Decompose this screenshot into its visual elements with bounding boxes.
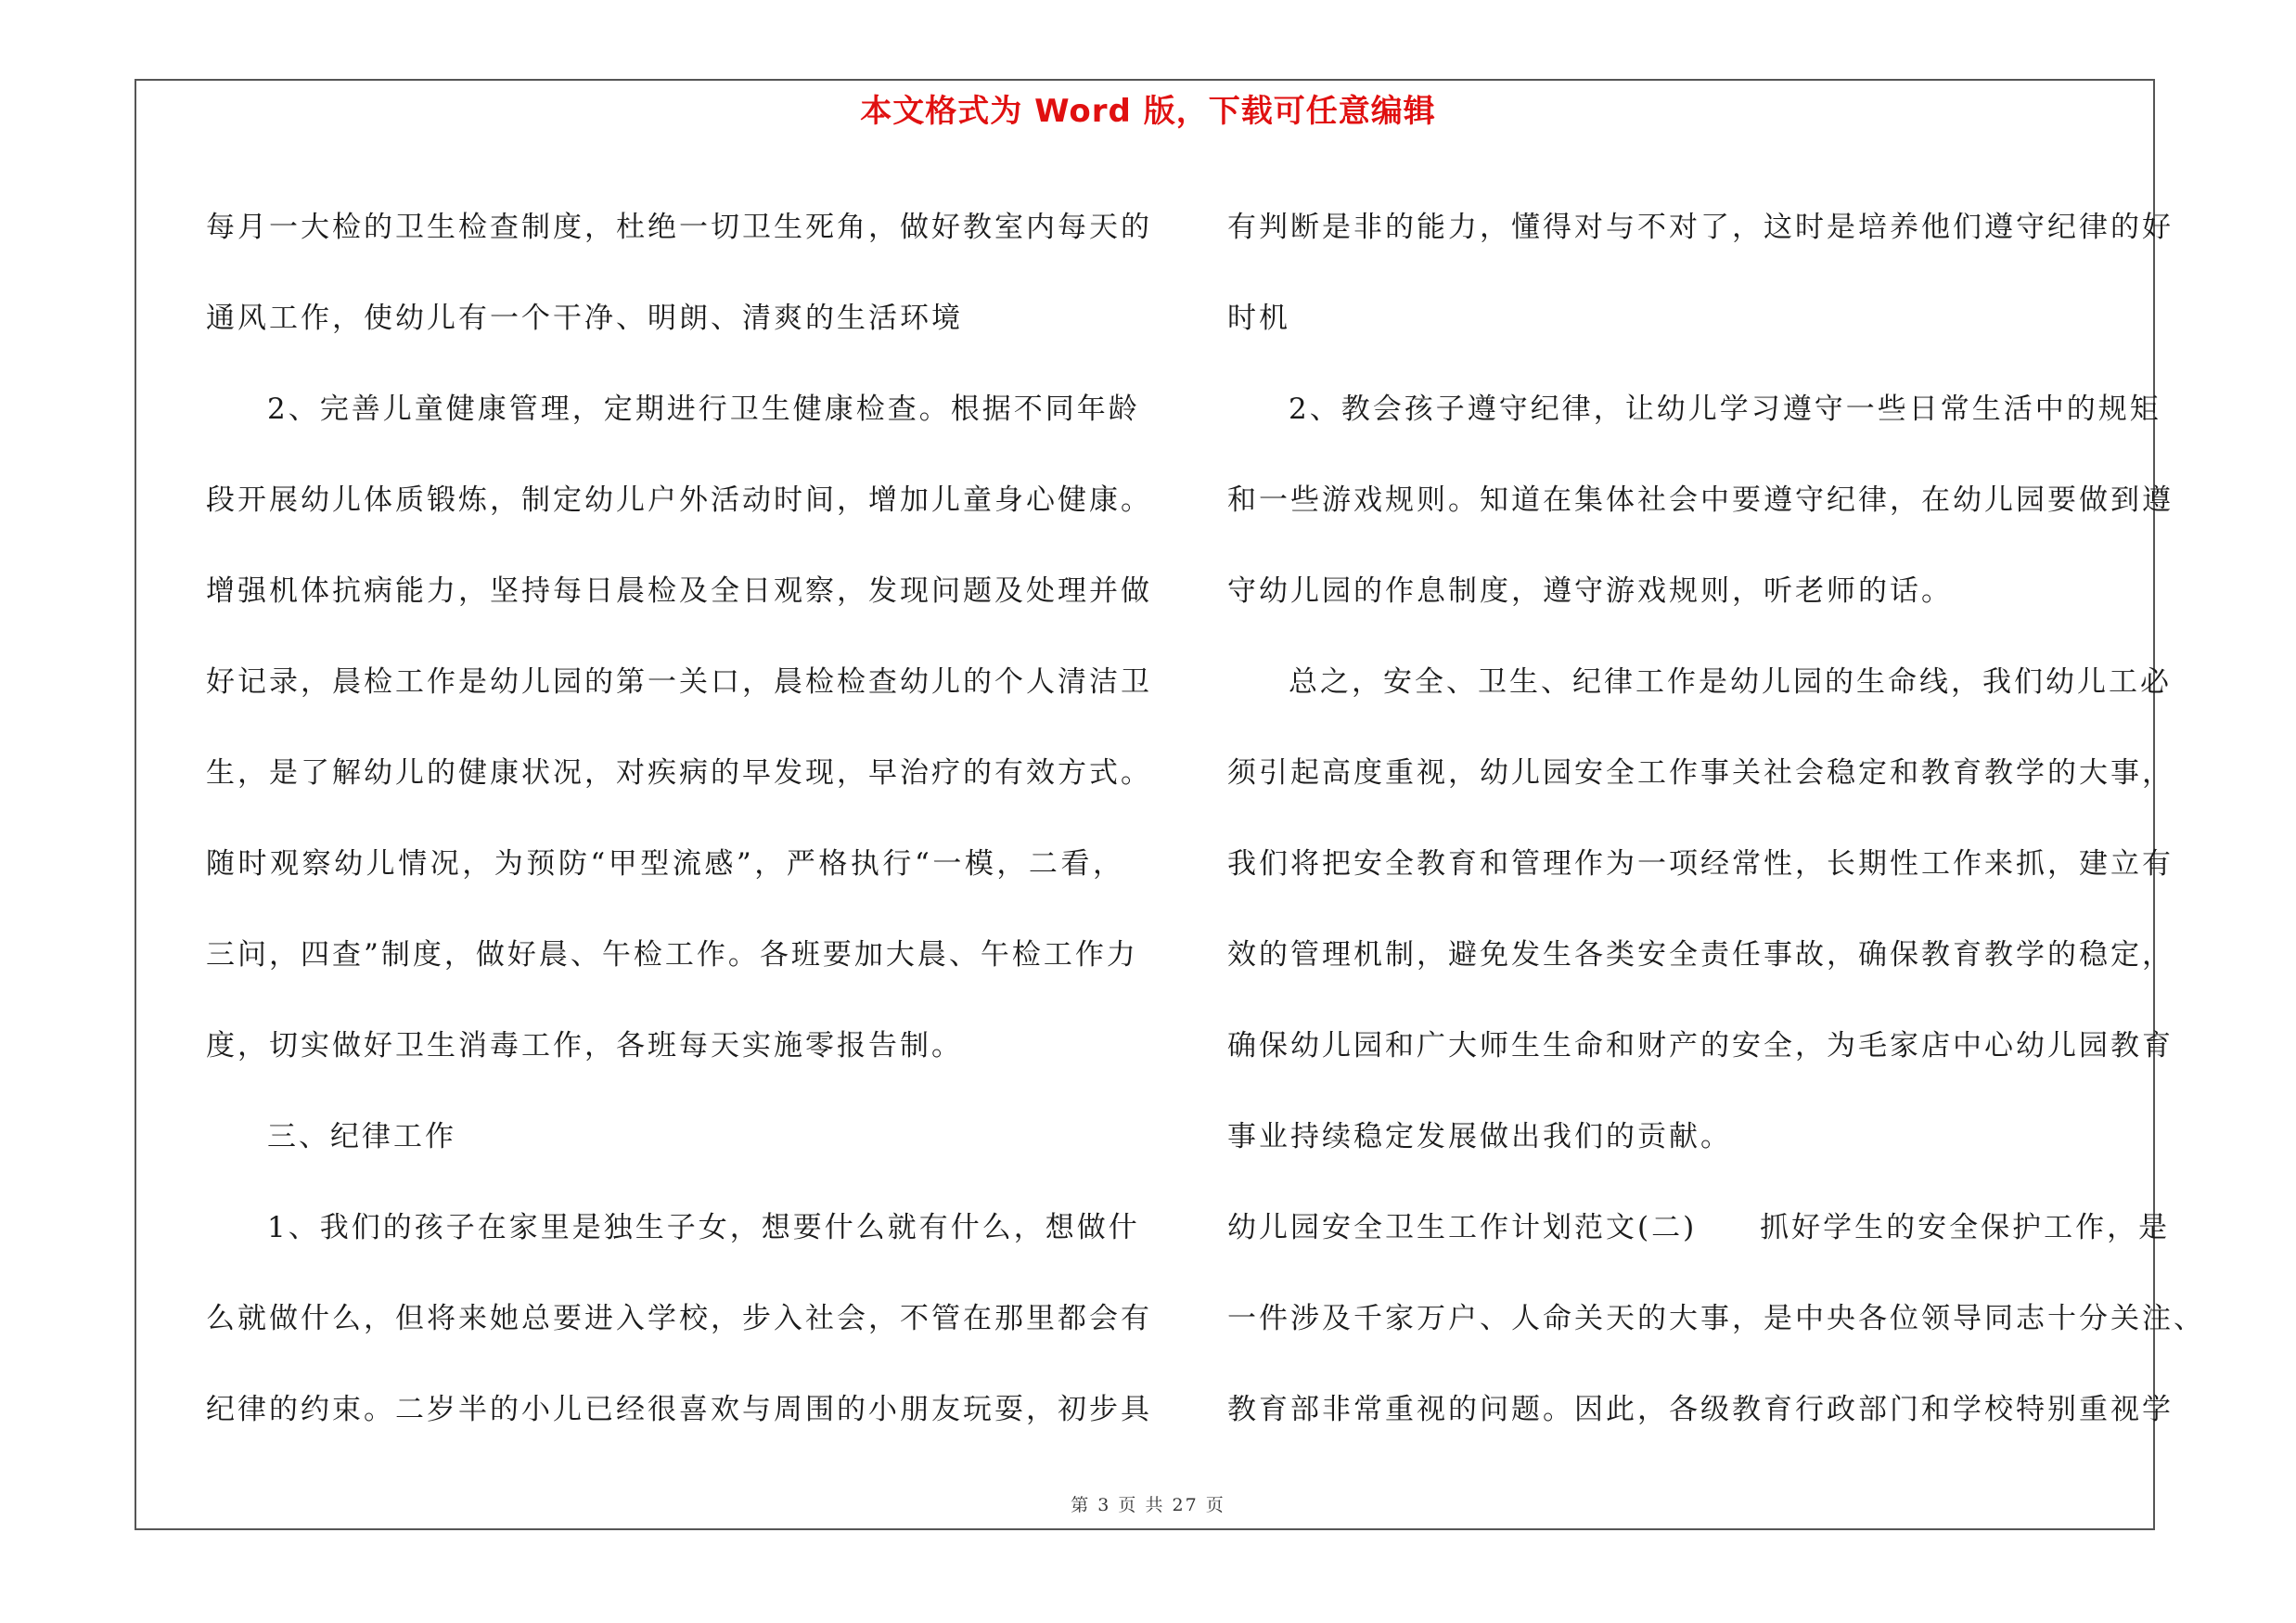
paragraph-line: 总之，安全、卫生、纪律工作是幼儿园的生命线，我们幼儿工必 xyxy=(1289,665,2172,699)
paragraph-line: 教育部非常重视的问题。因此，各级教育行政部门和学校特别重视学 xyxy=(1227,1393,2174,1426)
paragraph-line: 1、我们的孩子在家里是独生子女，想要什么就有什么，想做什 xyxy=(267,1211,1140,1244)
left-text-column xyxy=(206,182,1152,1455)
paragraph-line: 度，切实做好卫生消毒工作，各班每天实施零报告制。 xyxy=(206,1029,963,1063)
paragraph-line: 2、完善儿童健康管理，定期进行卫生健康检查。根据不同年龄 xyxy=(267,393,1140,426)
section-heading: 三、纪律工作 xyxy=(267,1120,456,1153)
paragraph-line: 事业持续稳定发展做出我们的贡献。 xyxy=(1227,1120,1732,1153)
paragraph-line: 效的管理机制，避免发生各类安全责任事故，确保教育教学的稳定， xyxy=(1227,938,2174,972)
paragraph-line: 增强机体抗病能力，坚持每日晨检及全日观察，发现问题及处理并做 xyxy=(206,574,1152,608)
paragraph-line: 通风工作，使幼儿有一个干净、明朗、清爽的生活环境 xyxy=(206,302,963,335)
page-number-footer: 第 3 页 共 27 页 xyxy=(1071,1495,1225,1515)
paragraph-line: 每月一大检的卫生检查制度，杜绝一切卫生死角，做好教室内每天的 xyxy=(206,211,1152,244)
paragraph-line: 确保幼儿园和广大师生生命和财产的安全，为毛家店中心幼儿园教育 xyxy=(1227,1029,2174,1063)
paragraph-line: 时机 xyxy=(1227,302,1290,335)
paragraph-line: 须引起高度重视，幼儿园安全工作事关社会稳定和教育教学的大事， xyxy=(1227,756,2174,790)
paragraph-line: 随时观察幼儿情况，为预防“甲型流感”，严格执行“一模，二看， xyxy=(206,847,1124,881)
paragraph-line: 我们将把安全教育和管理作为一项经常性，长期性工作来抓，建立有 xyxy=(1227,847,2174,881)
right-text-column xyxy=(1227,182,2205,1455)
paragraph-line: 三问，四查”制度，做好晨、午检工作。各班要加大晨、午检工作力 xyxy=(206,938,1138,972)
paragraph-line: 2、教会孩子遵守纪律，让幼儿学习遵守一些日常生活中的规矩 xyxy=(1289,393,2161,426)
paragraph-line: 纪律的约束。二岁半的小儿已经很喜欢与周围的小朋友玩耍，初步具 xyxy=(206,1393,1152,1426)
section-title-line: 幼儿园安全卫生工作计划范文(二) 抓好学生的安全保护工作，是 xyxy=(1227,1211,2171,1244)
format-notice-banner: 本文格式为 Word 版，下载可任意编辑 xyxy=(860,93,1436,130)
paragraph-line: 守幼儿园的作息制度，遵守游戏规则，听老师的话。 xyxy=(1227,574,1953,608)
paragraph-line: 一件涉及千家万户、人命关天的大事，是中央各位领导同志十分关注、 xyxy=(1227,1302,2205,1335)
paragraph-line: 生，是了解幼儿的健康状况，对疾病的早发现，早治疗的有效方式。 xyxy=(206,756,1152,790)
paragraph-line: 么就做什么，但将来她总要进入学校，步入社会，不管在那里都会有 xyxy=(206,1302,1152,1335)
paragraph-line: 好记录，晨检工作是幼儿园的第一关口，晨检检查幼儿的个人清洁卫 xyxy=(206,665,1152,699)
paragraph-line: 段开展幼儿体质锻炼，制定幼儿户外活动时间，增加儿童身心健康。 xyxy=(206,483,1152,517)
paragraph-line: 和一些游戏规则。知道在集体社会中要遵守纪律，在幼儿园要做到遵 xyxy=(1227,483,2174,517)
paragraph-line: 有判断是非的能力，懂得对与不对了，这时是培养他们遵守纪律的好 xyxy=(1227,211,2174,244)
